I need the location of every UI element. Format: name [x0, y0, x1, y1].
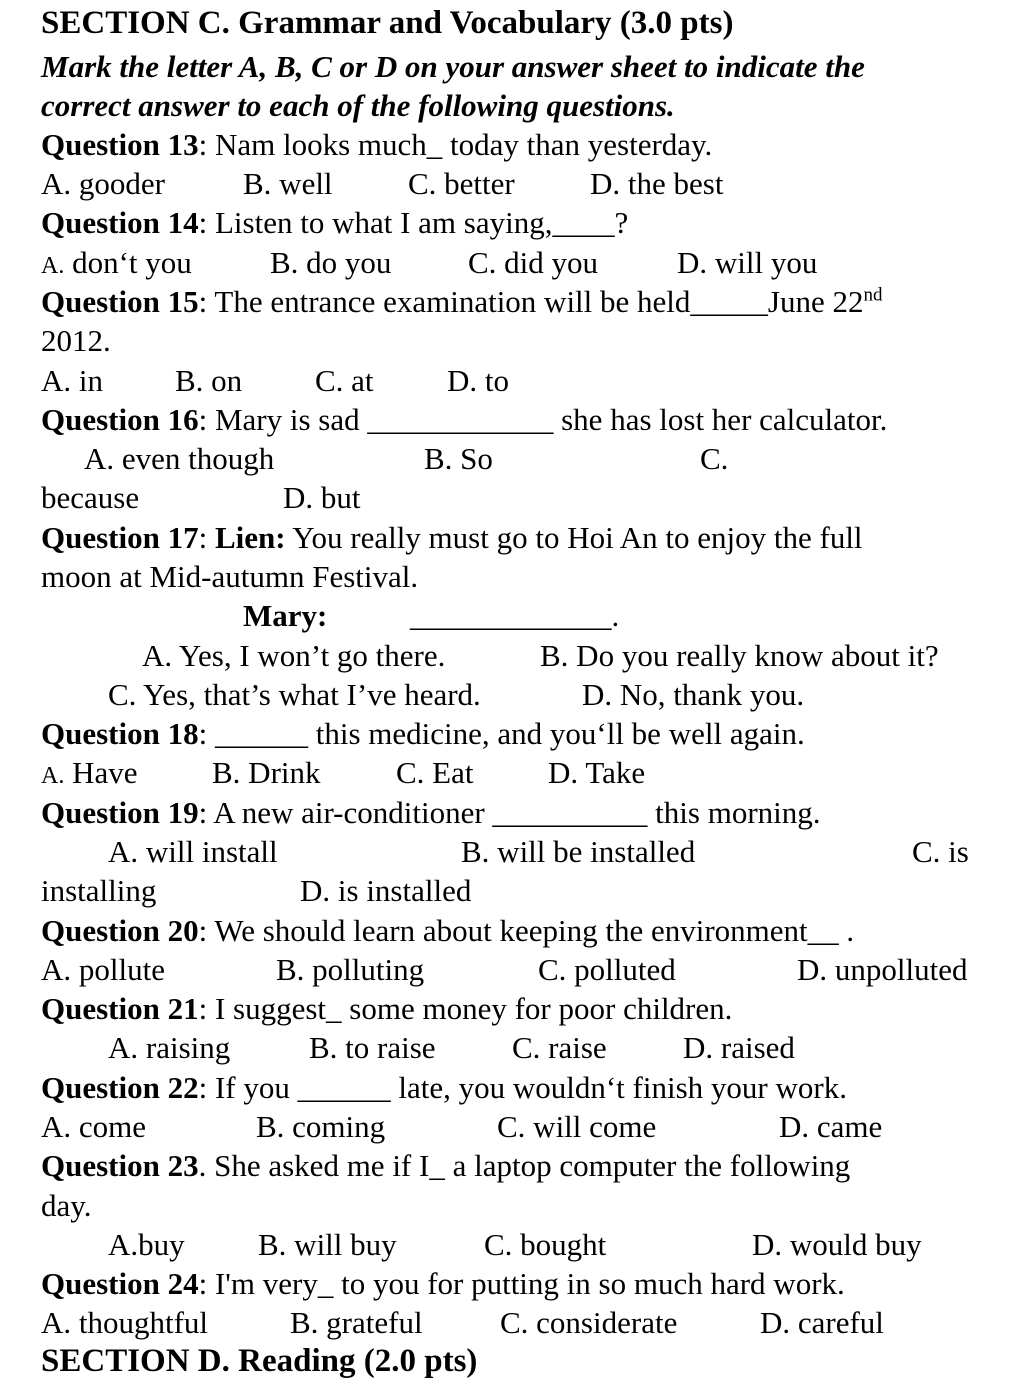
- question-label: Question 19: [41, 795, 199, 830]
- option-d: D. to: [447, 363, 509, 398]
- option-b: B. coming: [256, 1109, 386, 1144]
- option-a: A. Yes, I won’t go there.: [142, 638, 446, 673]
- question-label: Question 22: [41, 1070, 199, 1105]
- next-section-title-cropped: SECTION D. Reading (2.0 pts): [41, 1343, 478, 1379]
- question-15: [41, 283, 883, 321]
- question-label: Question 14: [41, 205, 199, 240]
- question-text: : I suggest_ some money for poor children.: [198, 991, 733, 1026]
- instruction-line-1: Mark the letter A, B, C or D on your answer sheet to indicate the: [41, 49, 865, 84]
- option-a: A. come: [41, 1109, 147, 1144]
- question-text: : If you ______ late, you wouldn‘t finish your work.: [198, 1070, 847, 1105]
- option-c: C. will come: [497, 1109, 657, 1144]
- question-16: [41, 401, 887, 439]
- option-c: C. did you: [468, 245, 599, 280]
- option-a: A. will install: [108, 834, 278, 869]
- option-c: C. raise: [512, 1030, 607, 1065]
- question-text: : We should learn about keeping the environment__ .: [198, 913, 855, 948]
- question-20: [41, 912, 854, 950]
- question-text: You really must go to Hoi An to enjoy the full: [285, 520, 863, 555]
- option-d: D. came: [779, 1109, 883, 1144]
- question-label: Question 24: [41, 1266, 199, 1301]
- speaker-mary: Mary:: [243, 598, 328, 633]
- question-text-prefix: :: [198, 520, 215, 555]
- option-d: D. the best: [590, 166, 724, 201]
- option-b: B. grateful: [290, 1305, 423, 1340]
- question-21: [41, 990, 732, 1028]
- option-c: C. is: [912, 834, 969, 869]
- option-d: D. is installed: [300, 873, 472, 908]
- option-d: D. but: [283, 480, 361, 515]
- question-text: : Mary is sad ____________ she has lost her calculator.: [198, 402, 888, 437]
- option-c-continuation: installing: [41, 873, 157, 908]
- option-a: A.buy: [108, 1227, 185, 1262]
- option-text: don‘t you: [64, 245, 192, 280]
- question-label: Question 23: [41, 1148, 199, 1183]
- question-label: Question 17: [41, 520, 199, 555]
- question-14: [41, 204, 628, 242]
- question-18: [41, 715, 805, 753]
- option-b: B. will be installed: [461, 834, 696, 869]
- question-text: : A new air-conditioner __________ this morning.: [198, 795, 821, 830]
- question-continuation: moon at Mid-autumn Festival.: [41, 559, 419, 594]
- option-letter: A.: [41, 763, 65, 789]
- option-d: D. Take: [548, 755, 646, 790]
- option-d: D. No, thank you.: [582, 677, 805, 712]
- option-b: B. Drink: [212, 755, 321, 790]
- option-d: D. raised: [683, 1030, 795, 1065]
- section-title: SECTION C. Grammar and Vocabulary (3.0 pts): [41, 5, 734, 41]
- option-letter: A.: [41, 253, 65, 279]
- option-a: [41, 244, 192, 282]
- answer-blank: _____________.: [410, 598, 620, 633]
- option-a: A. thoughtful: [41, 1305, 209, 1340]
- option-text: Have: [64, 755, 138, 790]
- option-a: A. in: [41, 363, 103, 398]
- option-a: A. pollute: [41, 952, 165, 987]
- question-13: [41, 126, 712, 164]
- option-b: B. will buy: [258, 1227, 397, 1262]
- option-b: B. polluting: [276, 952, 425, 987]
- option-a: [41, 754, 138, 792]
- option-b: B. on: [175, 363, 243, 398]
- option-d: D. careful: [760, 1305, 884, 1340]
- option-d: D. would buy: [752, 1227, 922, 1262]
- option-c: C.: [700, 441, 729, 476]
- question-22: [41, 1069, 847, 1107]
- option-c-continuation: because: [41, 480, 140, 515]
- question-continuation: day.: [41, 1188, 92, 1223]
- question-text: . She asked me if I_ a laptop computer the following: [198, 1148, 851, 1183]
- question-continuation: 2012.: [41, 323, 111, 358]
- question-19: [41, 794, 821, 832]
- option-c: C. better: [408, 166, 515, 201]
- option-a: A. raising: [108, 1030, 231, 1065]
- question-text: : ______ this medicine, and you‘ll be well again.: [198, 716, 805, 751]
- option-c: C. Eat: [396, 755, 474, 790]
- option-d: D. will you: [677, 245, 818, 280]
- question-24: [41, 1265, 845, 1303]
- question-label: Question 15: [41, 284, 199, 319]
- option-b: B. to raise: [309, 1030, 436, 1065]
- option-b: B. do you: [270, 245, 392, 280]
- question-label: Question 18: [41, 716, 199, 751]
- question-label: Question 13: [41, 127, 199, 162]
- option-d: D. unpolluted: [797, 952, 968, 987]
- option-a: A. gooder: [41, 166, 165, 201]
- option-c: C. bought: [484, 1227, 607, 1262]
- question-label: Question 20: [41, 913, 199, 948]
- speaker-lien: Lien:: [214, 520, 286, 555]
- option-b: B. well: [243, 166, 333, 201]
- option-c: C. at: [315, 363, 374, 398]
- question-label: Question 16: [41, 402, 199, 437]
- question-23: [41, 1147, 850, 1185]
- option-c: C. polluted: [538, 952, 676, 987]
- instruction-line-2: correct answer to each of the following questions.: [41, 88, 675, 123]
- option-b: B. Do you really know about it?: [540, 638, 939, 673]
- option-c: C. considerate: [500, 1305, 678, 1340]
- option-b: B. So: [424, 441, 493, 476]
- question-17: [41, 519, 863, 557]
- option-a: A. even though: [84, 441, 275, 476]
- question-text: : I'm very_ to you for putting in so much hard work.: [198, 1266, 845, 1301]
- option-c: C. Yes, that’s what I’ve heard.: [108, 677, 481, 712]
- question-text: : Nam looks much_ today than yesterday.: [198, 127, 713, 162]
- question-label: Question 21: [41, 991, 199, 1026]
- question-text: : The entrance examination will be held_____June 22: [198, 284, 864, 319]
- question-text: : Listen to what I am saying,____?: [198, 205, 629, 240]
- ordinal-suffix: nd: [863, 284, 883, 306]
